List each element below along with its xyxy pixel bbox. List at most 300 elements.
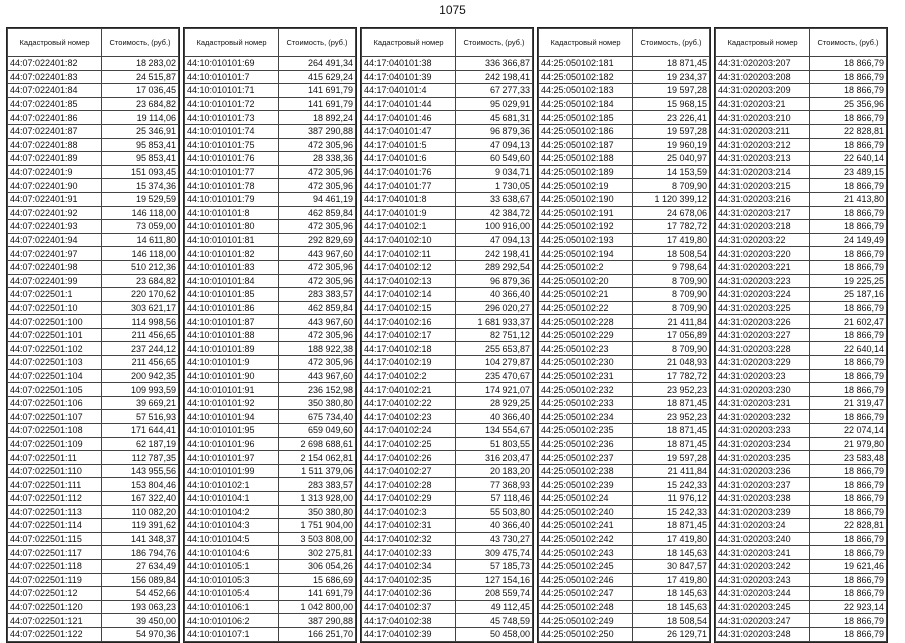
cadastral-number-cell: 44:25:050102:183 — [539, 84, 633, 98]
cadastral-number-cell: 44:31:020203:241 — [716, 546, 810, 560]
table-row — [185, 600, 356, 614]
table-row — [716, 138, 887, 152]
cadastral-number-cell: 44:10:010101:89 — [185, 342, 279, 356]
cost-cell: 220 170,62 — [102, 288, 179, 302]
table-row — [716, 315, 887, 329]
cadastral-number-cell: 44:25:050102:242 — [539, 532, 633, 546]
cadastral-number-cell: 44:10:010101:88 — [185, 328, 279, 342]
cost-cell: 306 054,26 — [279, 559, 356, 573]
table-row — [362, 192, 533, 206]
cadastral-number-cell: 44:07:022501:114 — [8, 519, 102, 533]
table-row — [539, 505, 710, 519]
table-row — [716, 546, 887, 560]
cost-cell: 8 709,90 — [633, 301, 710, 315]
cadastral-number-cell: 44:10:010101:69 — [185, 57, 279, 71]
table-row — [362, 464, 533, 478]
cadastral-number-cell: 44:07:022501:12 — [8, 587, 102, 601]
cadastral-number-cell: 44:07:022401:85 — [8, 97, 102, 111]
cost-cell: 166 251,70 — [279, 627, 356, 641]
cost-cell: 18 283,02 — [102, 57, 179, 71]
cadastral-number-cell: 44:07:022501:100 — [8, 315, 102, 329]
table-row — [716, 111, 887, 125]
cost-cell: 19 960,19 — [633, 138, 710, 152]
cost-cell: 100 916,00 — [456, 220, 533, 234]
cost-cell: 387 290,88 — [279, 614, 356, 628]
table-row — [185, 84, 356, 98]
table-row — [362, 614, 533, 628]
cadastral-number-cell: 44:31:020203:226 — [716, 315, 810, 329]
cadastral-number-cell: 44:07:022401:86 — [8, 111, 102, 125]
table-row — [362, 138, 533, 152]
cadastral-number-cell: 44:10:010102:1 — [185, 478, 279, 492]
table-row — [185, 478, 356, 492]
cost-cell: 18 892,24 — [279, 111, 356, 125]
cost-cell: 208 559,74 — [456, 587, 533, 601]
cadastral-number-cell: 44:25:050102:192 — [539, 220, 633, 234]
cadastral-number-cell: 44:17:040102:28 — [362, 478, 456, 492]
cadastral-number-cell: 44:25:050102:181 — [539, 57, 633, 71]
cost-cell: 659 049,60 — [279, 424, 356, 438]
cost-cell: 49 112,45 — [456, 600, 533, 614]
cadastral-number-cell: 44:10:010101:74 — [185, 124, 279, 138]
table-row — [362, 301, 533, 315]
cadastral-number-cell: 44:17:040101:6 — [362, 152, 456, 166]
table-row — [8, 111, 179, 125]
cadastral-number-cell: 44:10:010101:99 — [185, 464, 279, 478]
cadastral-number-cell: 44:25:050102:229 — [539, 328, 633, 342]
cost-cell: 19 529,59 — [102, 192, 179, 206]
cadastral-number-cell: 44:17:040101:46 — [362, 111, 456, 125]
table-row — [8, 342, 179, 356]
table-column-1 — [6, 27, 180, 643]
cadastral-number-cell: 44:07:022501:111 — [8, 478, 102, 492]
cost-cell: 15 242,33 — [633, 505, 710, 519]
table-row — [8, 410, 179, 424]
table-row — [362, 220, 533, 234]
cadastral-number-cell: 44:17:040102:11 — [362, 247, 456, 261]
cadastral-number-cell: 44:10:010101:96 — [185, 437, 279, 451]
table-row — [8, 288, 179, 302]
cost-cell: 22 074,14 — [810, 424, 887, 438]
cadastral-number-cell: 44:25:050102:190 — [539, 192, 633, 206]
cost-cell: 50 458,00 — [456, 627, 533, 641]
table-row — [362, 111, 533, 125]
cadastral-number-cell: 44:31:020203:230 — [716, 383, 810, 397]
table-row — [362, 600, 533, 614]
cost-cell: 472 305,96 — [279, 220, 356, 234]
cadastral-number-cell: 44:07:022401:88 — [8, 138, 102, 152]
table-row — [362, 627, 533, 641]
table-row — [8, 627, 179, 641]
cost-cell: 472 305,96 — [279, 328, 356, 342]
table-row — [185, 396, 356, 410]
table-row — [716, 192, 887, 206]
table-header-row — [185, 29, 356, 57]
cadastral-number-cell: 44:31:020203:238 — [716, 492, 810, 506]
cadastral-number-cell: 44:07:022501:115 — [8, 532, 102, 546]
cadastral-number-cell: 44:10:010104:3 — [185, 519, 279, 533]
table-row — [539, 233, 710, 247]
cost-cell: 1 751 904,00 — [279, 519, 356, 533]
cadastral-number-cell: 44:25:050102:187 — [539, 138, 633, 152]
cost-cell: 235 470,67 — [456, 369, 533, 383]
cost-cell: 302 275,81 — [279, 546, 356, 560]
cost-cell: 146 118,00 — [102, 247, 179, 261]
cost-cell: 18 145,63 — [633, 600, 710, 614]
header-cadastral-number: Кадастровый номер — [539, 29, 633, 57]
cadastral-number-cell: 44:25:050102:182 — [539, 70, 633, 84]
table-row — [8, 301, 179, 315]
table-row — [8, 532, 179, 546]
table-row — [8, 437, 179, 451]
cost-cell: 9 798,64 — [633, 260, 710, 274]
table-row — [716, 587, 887, 601]
table-row — [716, 301, 887, 315]
cadastral-number-cell: 44:10:010101:86 — [185, 301, 279, 315]
cadastral-number-cell: 44:31:020203:207 — [716, 57, 810, 71]
table-row — [539, 260, 710, 274]
cost-cell: 1 730,05 — [456, 179, 533, 193]
cost-cell: 186 794,76 — [102, 546, 179, 560]
cost-cell: 18 866,79 — [810, 478, 887, 492]
table-row — [185, 152, 356, 166]
cadastral-number-cell: 44:31:020203:244 — [716, 587, 810, 601]
table-row — [185, 627, 356, 641]
cadastral-number-cell: 44:17:040102:13 — [362, 274, 456, 288]
cadastral-number-cell: 44:07:022501:104 — [8, 369, 102, 383]
cadastral-number-cell: 44:25:050102:228 — [539, 315, 633, 329]
cost-cell: 1 313 928,00 — [279, 492, 356, 506]
cadastral-number-cell: 44:25:050102:230 — [539, 356, 633, 370]
cadastral-number-cell: 44:17:040102:24 — [362, 424, 456, 438]
cadastral-number-cell: 44:17:040101:5 — [362, 138, 456, 152]
table-row — [716, 342, 887, 356]
cost-cell: 17 036,45 — [102, 84, 179, 98]
table-row — [362, 206, 533, 220]
cost-cell: 18 866,79 — [810, 356, 887, 370]
cadastral-number-cell: 44:25:050102:22 — [539, 301, 633, 315]
cadastral-number-cell: 44:25:050102:237 — [539, 451, 633, 465]
table-row — [185, 315, 356, 329]
cadastral-number-cell: 44:07:022501:101 — [8, 328, 102, 342]
table-row — [539, 600, 710, 614]
cadastral-number-cell: 44:10:010101:83 — [185, 260, 279, 274]
header-cadastral-number: Кадастровый номер — [362, 29, 456, 57]
table-row — [8, 600, 179, 614]
cost-cell: 109 993,59 — [102, 383, 179, 397]
cost-cell: 3 503 808,00 — [279, 532, 356, 546]
cadastral-number-cell: 44:31:020203:243 — [716, 573, 810, 587]
cost-cell: 55 503,80 — [456, 505, 533, 519]
cadastral-number-cell: 44:25:050102:247 — [539, 587, 633, 601]
table-row — [539, 410, 710, 424]
table-column-2 — [183, 27, 357, 643]
table-row — [539, 179, 710, 193]
table-row — [539, 573, 710, 587]
cost-cell: 17 419,80 — [633, 573, 710, 587]
cost-cell: 57 516,93 — [102, 410, 179, 424]
cadastral-number-cell: 44:17:040102:12 — [362, 260, 456, 274]
cadastral-number-cell: 44:07:022501:120 — [8, 600, 102, 614]
cadastral-number-cell: 44:07:022501:122 — [8, 627, 102, 641]
table-row — [8, 152, 179, 166]
cost-cell: 112 787,35 — [102, 451, 179, 465]
cost-cell: 18 866,79 — [810, 57, 887, 71]
cost-cell: 8 709,90 — [633, 274, 710, 288]
table-row — [716, 519, 887, 533]
cost-cell: 171 644,41 — [102, 424, 179, 438]
table-row — [362, 152, 533, 166]
cost-cell: 9 034,71 — [456, 165, 533, 179]
cadastral-number-cell: 44:10:010101:8 — [185, 206, 279, 220]
header-cost: Стоимость, (руб.) — [810, 29, 887, 57]
cadastral-number-cell: 44:10:010101:80 — [185, 220, 279, 234]
table-row — [185, 328, 356, 342]
table-row — [539, 328, 710, 342]
cost-cell: 18 871,45 — [633, 57, 710, 71]
table-row — [539, 111, 710, 125]
cadastral-number-cell: 44:17:040102:38 — [362, 614, 456, 628]
header-cost: Стоимость, (руб.) — [102, 29, 179, 57]
cadastral-number-cell: 44:07:022501:113 — [8, 505, 102, 519]
cadastral-number-cell: 44:10:010106:2 — [185, 614, 279, 628]
cadastral-number-cell: 44:25:050102:234 — [539, 410, 633, 424]
cadastral-number-cell: 44:10:010101:73 — [185, 111, 279, 125]
cost-cell: 25 187,16 — [810, 288, 887, 302]
table-row — [539, 288, 710, 302]
cadastral-number-cell: 44:31:020203:234 — [716, 437, 810, 451]
table-row — [185, 342, 356, 356]
cost-cell: 143 955,56 — [102, 464, 179, 478]
cadastral-number-cell: 44:10:010104:5 — [185, 532, 279, 546]
table-row — [362, 315, 533, 329]
table-row — [716, 260, 887, 274]
table-row — [362, 383, 533, 397]
cost-cell: 18 866,79 — [810, 573, 887, 587]
cost-cell: 296 020,27 — [456, 301, 533, 315]
cost-cell: 472 305,96 — [279, 165, 356, 179]
table-row — [539, 587, 710, 601]
cost-cell: 21 413,80 — [810, 192, 887, 206]
cost-cell: 23 583,48 — [810, 451, 887, 465]
cadastral-number-cell: 44:25:050102:20 — [539, 274, 633, 288]
cadastral-number-cell: 44:10:010105:1 — [185, 559, 279, 573]
cost-cell: 19 225,25 — [810, 274, 887, 288]
table-row — [8, 464, 179, 478]
table-row — [716, 614, 887, 628]
cost-cell: 42 384,72 — [456, 206, 533, 220]
cadastral-number-cell: 44:10:010101:87 — [185, 315, 279, 329]
cadastral-number-cell: 44:17:040102:14 — [362, 288, 456, 302]
cost-cell: 21 602,47 — [810, 315, 887, 329]
table-row — [362, 492, 533, 506]
cost-cell: 19 597,28 — [633, 124, 710, 138]
cost-cell: 18 866,79 — [810, 260, 887, 274]
cost-cell: 54 970,36 — [102, 627, 179, 641]
cadastral-number-cell: 44:31:020203:235 — [716, 451, 810, 465]
cost-cell: 309 475,74 — [456, 546, 533, 560]
cost-cell: 22 640,14 — [810, 342, 887, 356]
cost-cell: 188 922,38 — [279, 342, 356, 356]
table-row — [185, 233, 356, 247]
header-cost: Стоимость, (руб.) — [279, 29, 356, 57]
table-row — [8, 274, 179, 288]
cost-cell: 60 549,60 — [456, 152, 533, 166]
cadastral-number-cell: 44:17:040102:23 — [362, 410, 456, 424]
table-row — [362, 587, 533, 601]
table-row — [8, 97, 179, 111]
table-row — [362, 532, 533, 546]
table-row — [539, 559, 710, 573]
cadastral-number-cell: 44:07:022501:117 — [8, 546, 102, 560]
table-row — [716, 356, 887, 370]
cadastral-number-cell: 44:25:050102:24 — [539, 492, 633, 506]
cost-cell: 18 866,79 — [810, 546, 887, 560]
table-row — [362, 424, 533, 438]
cadastral-number-cell: 44:10:010101:77 — [185, 165, 279, 179]
cadastral-number-cell: 44:07:022501:103 — [8, 356, 102, 370]
table-row — [185, 124, 356, 138]
cadastral-number-cell: 44:10:010101:75 — [185, 138, 279, 152]
table-row — [362, 179, 533, 193]
table-row — [8, 84, 179, 98]
table-row — [8, 369, 179, 383]
cost-cell: 18 866,79 — [810, 84, 887, 98]
cost-cell: 28 338,36 — [279, 152, 356, 166]
cadastral-number-cell: 44:17:040102:17 — [362, 328, 456, 342]
table-row — [8, 519, 179, 533]
cost-cell: 283 383,57 — [279, 478, 356, 492]
header-cadastral-number: Кадастровый номер — [716, 29, 810, 57]
cadastral-number-cell: 44:25:050102:233 — [539, 396, 633, 410]
table-row — [539, 424, 710, 438]
cost-cell: 2 154 062,81 — [279, 451, 356, 465]
table-row — [362, 260, 533, 274]
cost-cell: 415 629,24 — [279, 70, 356, 84]
cadastre-table — [538, 28, 710, 642]
cost-cell: 11 976,12 — [633, 492, 710, 506]
cadastral-number-cell: 44:31:020203:245 — [716, 600, 810, 614]
cadastral-number-cell: 44:07:022401:92 — [8, 206, 102, 220]
cost-cell: 39 669,21 — [102, 396, 179, 410]
cost-cell: 94 461,19 — [279, 192, 356, 206]
cadastral-number-cell: 44:07:022401:9 — [8, 165, 102, 179]
cost-cell: 1 042 800,00 — [279, 600, 356, 614]
cost-cell: 40 366,40 — [456, 410, 533, 424]
cadastral-number-cell: 44:17:040101:47 — [362, 124, 456, 138]
cost-cell: 62 187,19 — [102, 437, 179, 451]
table-row — [716, 424, 887, 438]
cadastral-number-cell: 44:31:020203:236 — [716, 464, 810, 478]
cadastral-number-cell: 44:10:010101:9 — [185, 356, 279, 370]
cadastral-number-cell: 44:31:020203:237 — [716, 478, 810, 492]
cadastral-number-cell: 44:25:050102:231 — [539, 369, 633, 383]
table-row — [716, 478, 887, 492]
cost-cell: 18 145,63 — [633, 546, 710, 560]
header-cadastral-number: Кадастровый номер — [8, 29, 102, 57]
table-row — [716, 464, 887, 478]
table-row — [716, 152, 887, 166]
table-row — [185, 356, 356, 370]
cost-cell: 57 118,46 — [456, 492, 533, 506]
cost-cell: 18 145,63 — [633, 587, 710, 601]
cadastral-number-cell: 44:10:010101:90 — [185, 369, 279, 383]
cost-cell: 443 967,60 — [279, 315, 356, 329]
cost-cell: 30 847,57 — [633, 559, 710, 573]
cost-cell: 472 305,96 — [279, 179, 356, 193]
header-cadastral-number: Кадастровый номер — [185, 29, 279, 57]
table-row — [185, 288, 356, 302]
cost-cell: 510 212,36 — [102, 260, 179, 274]
cadastral-number-cell: 44:07:022401:89 — [8, 152, 102, 166]
table-row — [185, 559, 356, 573]
table-row — [539, 70, 710, 84]
cost-cell: 24 515,87 — [102, 70, 179, 84]
table-row — [716, 328, 887, 342]
cadastral-number-cell: 44:10:010101:94 — [185, 410, 279, 424]
cost-cell: 43 730,27 — [456, 532, 533, 546]
cadastral-number-cell: 44:17:040102:26 — [362, 451, 456, 465]
cadastral-number-cell: 44:31:020203:227 — [716, 328, 810, 342]
cadastral-number-cell: 44:25:050102:191 — [539, 206, 633, 220]
cadastral-number-cell: 44:10:010101:92 — [185, 396, 279, 410]
cadastral-number-cell: 44:10:010101:79 — [185, 192, 279, 206]
cadastral-number-cell: 44:17:040102:29 — [362, 492, 456, 506]
cost-cell: 15 374,36 — [102, 179, 179, 193]
table-row — [8, 165, 179, 179]
cost-cell: 151 093,45 — [102, 165, 179, 179]
cadastral-number-cell: 44:07:022501:106 — [8, 396, 102, 410]
table-row — [539, 356, 710, 370]
cadastral-number-cell: 44:10:010101:81 — [185, 233, 279, 247]
table-row — [8, 614, 179, 628]
table-row — [185, 301, 356, 315]
cost-cell: 18 866,79 — [810, 179, 887, 193]
table-row — [8, 260, 179, 274]
table-row — [8, 124, 179, 138]
cost-cell: 18 866,79 — [810, 206, 887, 220]
cost-cell: 114 998,56 — [102, 315, 179, 329]
cost-cell: 127 154,16 — [456, 573, 533, 587]
table-row — [539, 478, 710, 492]
cadastral-number-cell: 44:17:040101:77 — [362, 179, 456, 193]
table-row — [539, 396, 710, 410]
cost-cell: 25 356,96 — [810, 97, 887, 111]
cost-cell: 15 686,69 — [279, 573, 356, 587]
table-row — [185, 70, 356, 84]
cost-cell: 141 348,37 — [102, 532, 179, 546]
cadastral-number-cell: 44:31:020203:233 — [716, 424, 810, 438]
cadastral-number-cell: 44:31:020203:217 — [716, 206, 810, 220]
cadastral-number-cell: 44:10:010101:7 — [185, 70, 279, 84]
cost-cell: 18 866,79 — [810, 410, 887, 424]
cadastral-number-cell: 44:17:040102:19 — [362, 356, 456, 370]
cadastral-number-cell: 44:10:010101:97 — [185, 451, 279, 465]
cadastral-number-cell: 44:25:050102:246 — [539, 573, 633, 587]
table-row — [8, 383, 179, 397]
cost-cell: 47 094,13 — [456, 233, 533, 247]
table-row — [362, 57, 533, 71]
table-row — [539, 192, 710, 206]
cost-cell: 292 829,69 — [279, 233, 356, 247]
cost-cell: 40 366,40 — [456, 519, 533, 533]
cadastral-number-cell: 44:25:050102:245 — [539, 559, 633, 573]
cost-cell: 153 804,46 — [102, 478, 179, 492]
table-row — [716, 600, 887, 614]
cost-cell: 19 234,37 — [633, 70, 710, 84]
cadastral-number-cell: 44:25:050102:188 — [539, 152, 633, 166]
cadastral-number-cell: 44:31:020203:21 — [716, 97, 810, 111]
